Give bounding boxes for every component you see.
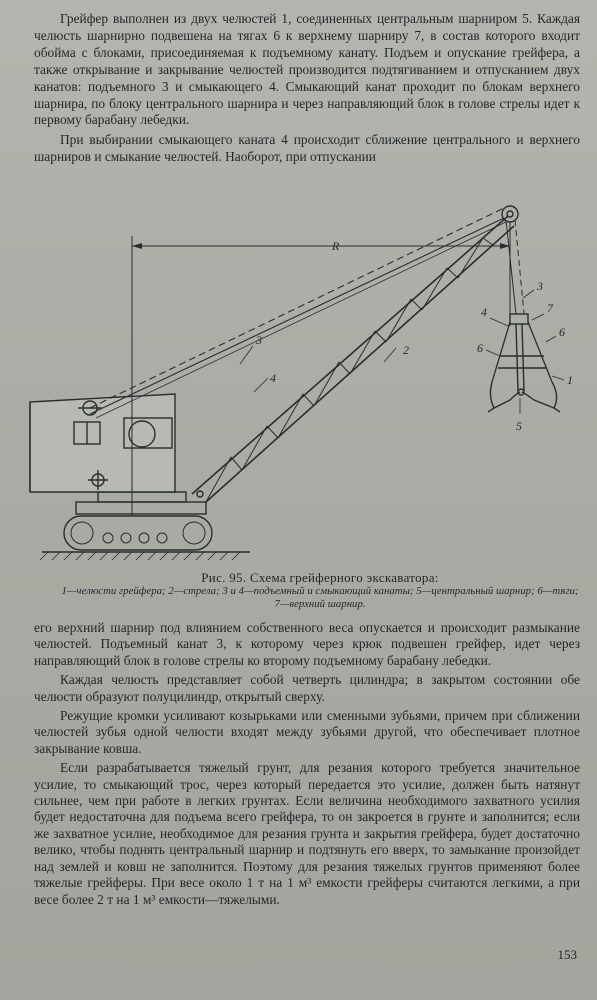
label-upper-hinge: 7	[547, 301, 553, 315]
bottom-text-block	[34, 620, 580, 908]
crawler-track	[64, 516, 212, 550]
label-boom: 2	[403, 343, 409, 357]
caption-legend: 1—челюсти грейфера; 2—стрела; 3 и 4—подъемный и смыкающий канаты; 5—центральный шарнир; 6—тяги; 7—верхний шарнир.	[61, 585, 579, 610]
label-hoist-rope-right: 3	[537, 279, 543, 293]
boom-lattice	[192, 216, 514, 502]
label-closing-rope-right: 4	[481, 305, 487, 319]
page-number: 153	[557, 947, 577, 962]
label-rods-left: 6	[477, 341, 483, 355]
paragraph: Если разрабатывается тяжелый грунт, для резания которого требуется значительное усилие, то смыкающий трос, через который передается это усилие, должен быть натянут сильнее, чем при работе в легких грунтах. Если величина необходимого захватного усилия будет недостаточна для подъема всего грейфера, то он закроется в грунте и заполнится; если же захватное усилие, необходимое для резания грунта и закрытия грейфера, будет достаточно велико, чтобы поднять центральный шарнир и подтянуть его вверх, то замыкание произойдет над землей и ковш не заполнится. Поэтому для резания тяжелых грунтов применяют более тяжелые грейферы. При весе около 1 т на 1 м³ емкости грейферы считаются легкими, а при весе более 2 т на 1 м³ емкости—тяжелыми.	[34, 760, 580, 907]
label-jaws: 1	[567, 373, 573, 387]
excavator-cab	[30, 394, 175, 492]
boom-head-sheave	[502, 206, 518, 222]
hoist-rope	[90, 208, 504, 408]
label-central-hinge: 5	[516, 419, 522, 433]
label-R: R	[332, 239, 340, 253]
clamshell-grab	[488, 314, 560, 412]
grab-excavator-diagram	[20, 186, 590, 566]
closing-rope	[90, 218, 504, 414]
label-hoist-rope: 3	[256, 333, 262, 347]
figure-caption	[60, 571, 580, 610]
paragraph: Каждая челюсть представляет собой четверть цилиндра; в закрытом состоянии обе челюсти образуют полуцилиндр, открытый сверху.	[34, 672, 580, 704]
label-rods-right: 6	[559, 325, 565, 339]
caption-title: Рис. 95. Схема грейферного экскаватора:	[201, 570, 439, 585]
label-closing-rope: 4	[270, 371, 276, 385]
paragraph: При выбирании смыкающего каната 4 происходит сближение центрального и верхнего шарниров и смыкание челюстей. Наоборот, при отпускании	[34, 132, 580, 165]
paragraph: его верхний шарнир под влиянием собственного веса опускается и происходит размыкание челюстей. Подъемный канат 3, к которому через крюк подвешен грейфер, идет через направляющий блок в голове стрелы ко второму подъемному барабану лебедки.	[34, 620, 580, 668]
paragraph: Режущие кромки усиливают козырьками или сменными зубьями, причем при сближении челюстей зубья одной челюсти входят между зубьями другой, что обеспечивает плотное закрывание ковша.	[34, 708, 580, 756]
top-text-block	[34, 11, 580, 166]
paragraph: Грейфер выполнен из двух челюстей 1, соединенных центральным шарниром 5. Каждая челюсть шарнирно подвешена на тягах 6 к верхнему шарниру 7, в состав которого входит обойма с блоками, присоединяемая к подъемному канату. Подъем и опускание грейфера, а также открывание и закрывание челюстей производится подтягиванием и отпусканием двух канатов: подъемного 3 и смыкающего 4. Смыкающий канат проходит по блокам верхнего шарнира, по блоку центрального шарнира и через направляющий блок в голове стрелы идет к первому барабану лебедки.	[34, 11, 580, 128]
